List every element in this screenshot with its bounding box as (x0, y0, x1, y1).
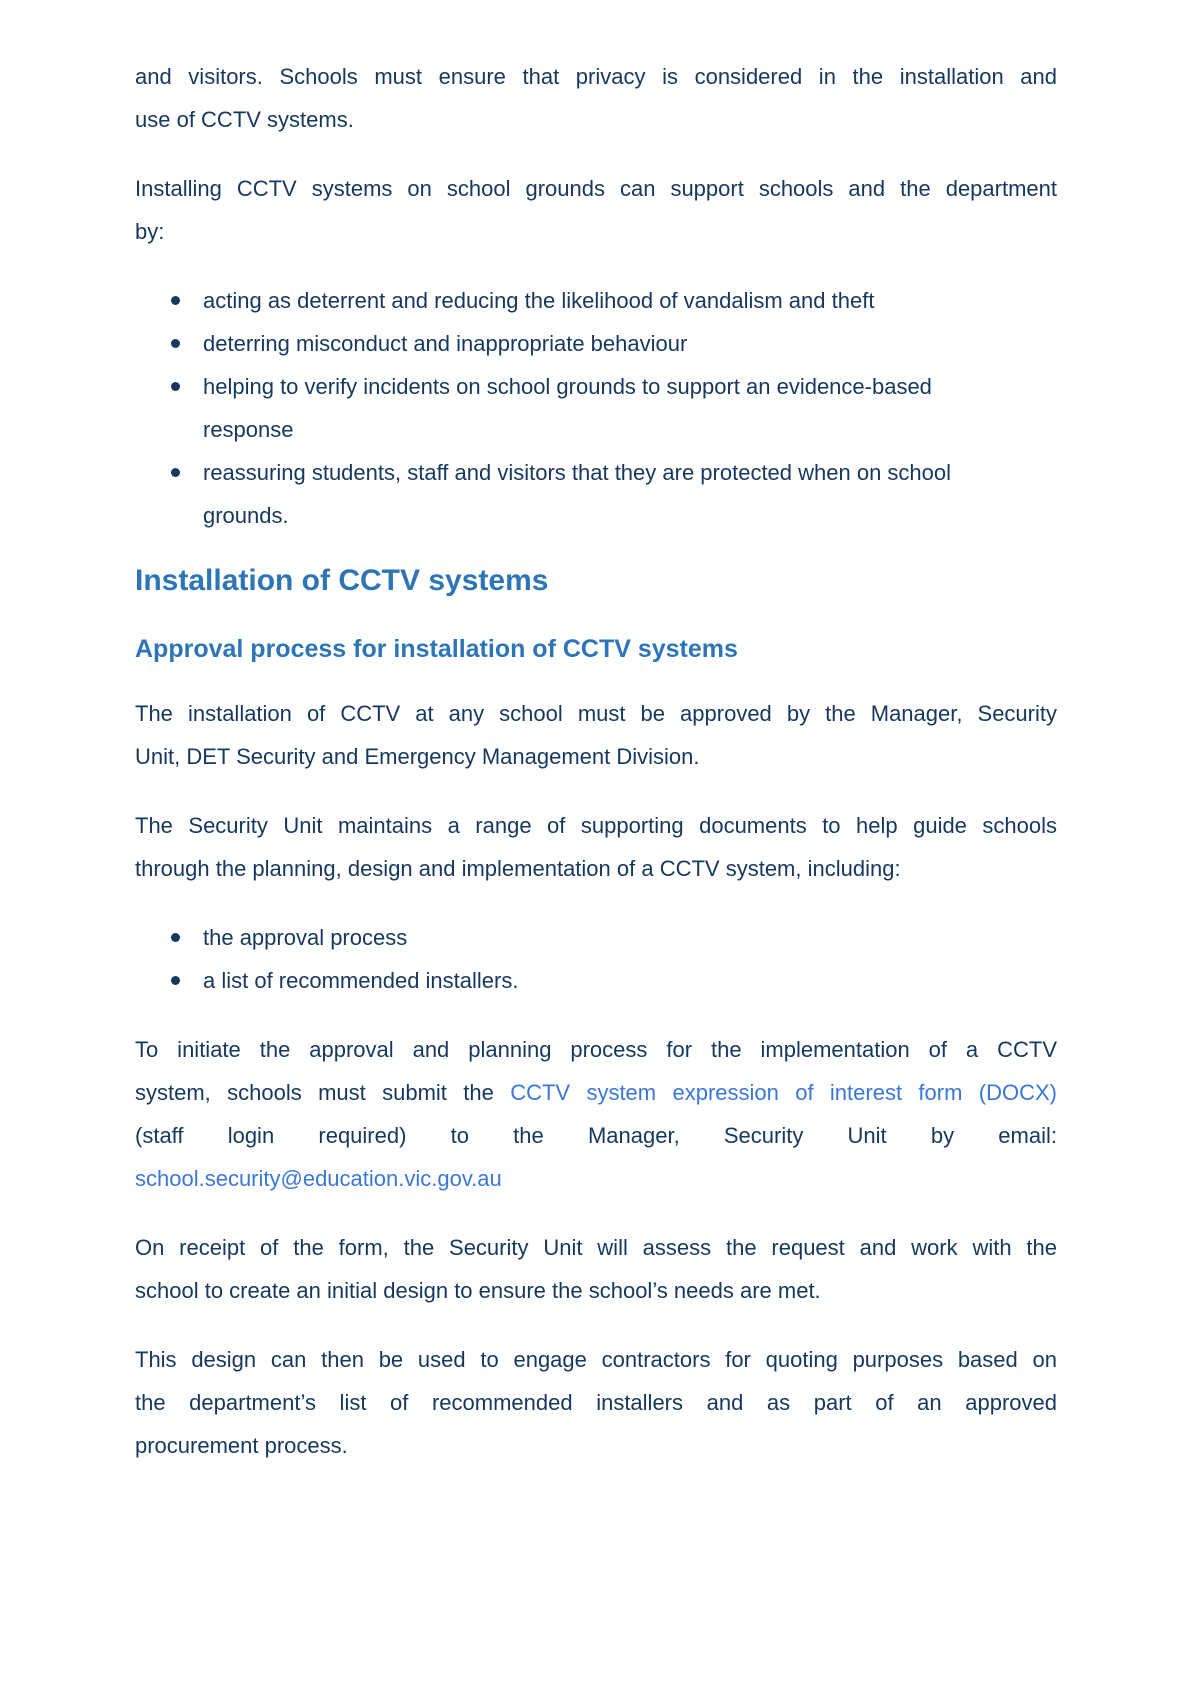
list-item-misconduct (135, 322, 1057, 365)
text-line: acting as deterrent and reducing the likelihood of vandalism and theft (203, 288, 875, 313)
text-line: deterring misconduct and inappropriate behaviour (203, 331, 688, 356)
text-line (135, 1071, 1057, 1114)
text-line: by: (135, 219, 165, 244)
text-line: reassuring students, staff and visitors that they are protected when on school (203, 460, 952, 485)
supporting-docs-list (135, 916, 1057, 1002)
paragraph-on-receipt (135, 1226, 1057, 1312)
text-line: response (203, 417, 294, 442)
text-line: (staff login required) to the Manager, Security Unit by email: (135, 1123, 1057, 1148)
text-line: the department’s list of recommended installers and as part of an approved (135, 1390, 1057, 1415)
heading-installation-of-cctv: Installation of CCTV systems (135, 564, 549, 597)
paragraph-initiate-approval (135, 1028, 1057, 1200)
paragraph-supporting-docs (135, 804, 1057, 890)
paragraph-installing-cctv (135, 167, 1057, 253)
list-item-reassuring (135, 451, 1057, 537)
text-line: Installing CCTV systems on school grounds can support schools and the department (135, 176, 1057, 201)
text-line: This design can then be used to engage contractors for quoting purposes based on (135, 1347, 1057, 1372)
text-line (135, 1157, 1057, 1200)
text-line: To initiate the approval and planning process for the implementation of a CCTV (135, 1037, 1057, 1062)
text-line: Unit, DET Security and Emergency Management Division. (135, 744, 700, 769)
text-line: The Security Unit maintains a range of supporting documents to help guide schools (135, 813, 1057, 838)
text-line: school to create an initial design to ensure the school’s needs are met. (135, 1278, 821, 1303)
security-email-link[interactable]: school.security@education.vic.gov.au (135, 1166, 502, 1191)
text-line: the approval process (203, 925, 408, 950)
text-line: through the planning, design and implementation of a CCTV system, including: (135, 856, 901, 881)
text-line: On receipt of the form, the Security Unit will assess the request and work with the (135, 1235, 1057, 1260)
text-line: and visitors. Schools must ensure that privacy is considered in the installation and (135, 64, 1057, 89)
heading-approval-process: Approval process for installation of CCTV systems (135, 635, 738, 663)
list-item-deterrent (135, 279, 1057, 322)
benefits-list (135, 279, 1057, 537)
text-line: use of CCTV systems. (135, 107, 354, 132)
text-line: a list of recommended installers. (203, 968, 519, 993)
list-item-approval-process (135, 916, 1057, 959)
text-line: grounds. (203, 503, 289, 528)
list-item-verify-incidents (135, 365, 1057, 451)
paragraph-privacy (135, 55, 1057, 141)
list-item-recommended-installers (135, 959, 1057, 1002)
paragraph-approval-manager (135, 692, 1057, 778)
cctv-eoi-form-link[interactable]: CCTV system expression of interest form (DOCX) (510, 1080, 1057, 1105)
text-line: The installation of CCTV at any school must be approved by the Manager, Security (135, 701, 1057, 726)
text-line: procurement process. (135, 1433, 348, 1458)
paragraph-design-contractors (135, 1338, 1057, 1467)
text-line: helping to verify incidents on school grounds to support an evidence-based (203, 374, 932, 399)
text-segment: system, schools must submit the (135, 1080, 511, 1105)
